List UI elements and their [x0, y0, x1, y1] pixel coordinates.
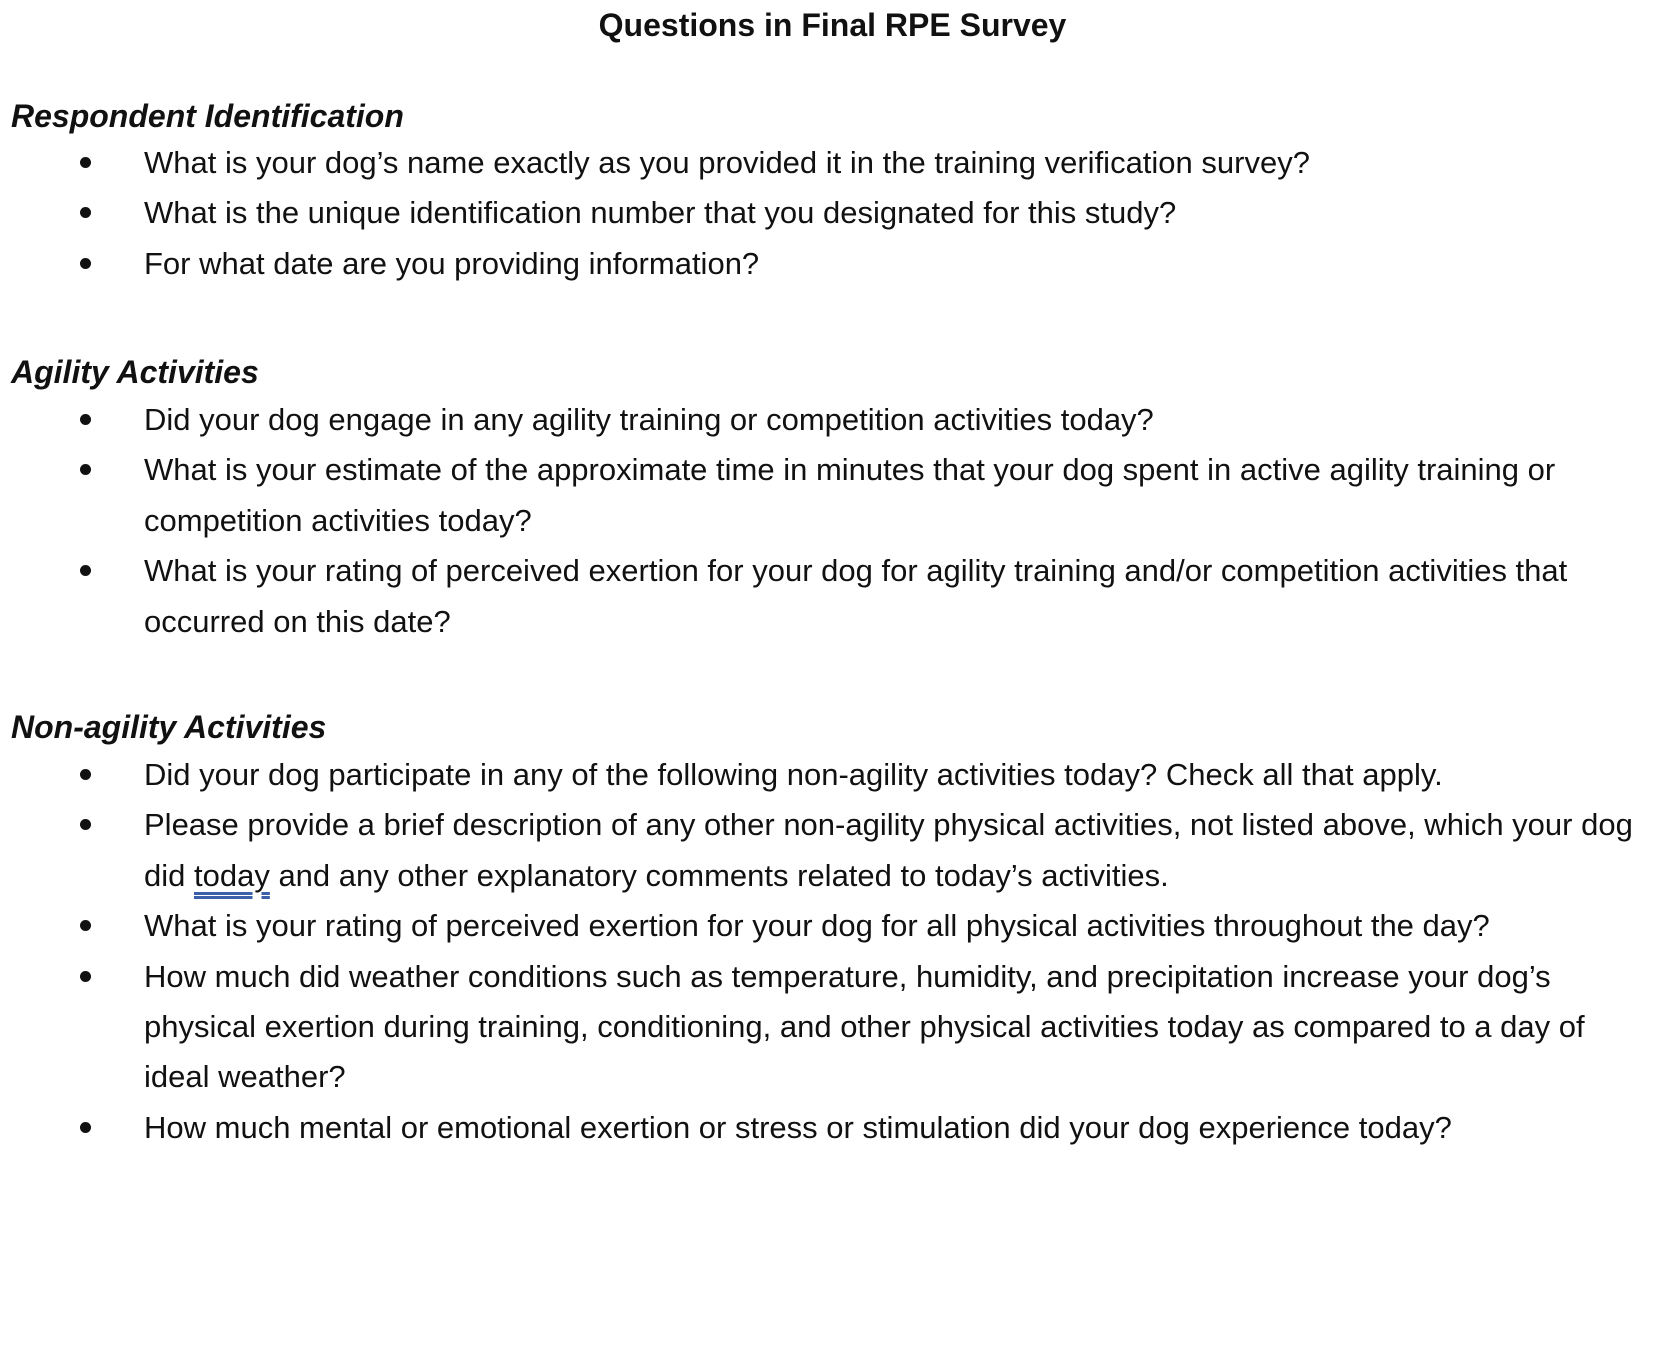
bullet-icon	[80, 819, 91, 830]
question-text-part: and any other explanatory comments related to today’s activities.	[269, 857, 1169, 893]
section-heading-agility-activities: Agility Activities	[11, 354, 259, 390]
question-text: Did your dog participate in any of the following non-agility activities today? Check all that apply.	[144, 757, 1443, 792]
question-text: Did your dog engage in any agility training or competition activities today?	[144, 402, 1154, 437]
list-item	[0, 445, 1665, 546]
question-text: For what date are you providing information?	[144, 245, 760, 281]
list-item	[0, 239, 1665, 289]
bullet-icon	[80, 565, 91, 576]
bullet-icon	[80, 258, 91, 269]
bullet-icon	[80, 414, 91, 425]
question-text: What is your rating of perceived exertion for your dog for agility training and/or competition activities that occurred on this date?	[144, 553, 1568, 639]
list-item	[0, 395, 1665, 445]
section-list-respondent-identification	[0, 138, 1665, 289]
bullet-icon	[80, 920, 91, 931]
section-heading-non-agility-activities: Non-agility Activities	[11, 709, 327, 745]
bullet-icon	[80, 769, 91, 780]
list-item	[0, 138, 1665, 188]
list-item	[0, 750, 1665, 800]
bullet-icon	[80, 207, 91, 218]
document-title: Questions in Final RPE Survey	[598, 7, 1067, 43]
bullet-icon	[80, 464, 91, 475]
bullet-icon	[80, 1122, 91, 1133]
list-item	[0, 1103, 1665, 1153]
list-item	[0, 188, 1665, 238]
spellcheck-marked-word: today	[193, 857, 270, 893]
question-text: What is your dog’s name exactly as you provided it in the training verification survey?	[144, 145, 1310, 180]
list-item	[0, 952, 1665, 1103]
bullet-icon	[80, 971, 91, 982]
list-item	[0, 800, 1665, 901]
list-item	[0, 901, 1665, 951]
question-text: What is your estimate of the approximate time in minutes that your dog spent in active agility training or competition activities today?	[144, 452, 1556, 538]
section-list-agility-activities	[0, 395, 1665, 647]
section-list-non-agility-activities	[0, 750, 1665, 1153]
question-text: What is your rating of perceived exertion for your dog for all physical activities throughout the day?	[144, 908, 1490, 944]
section-heading-respondent-identification: Respondent Identification	[11, 98, 404, 134]
question-text: How much did weather conditions such as temperature, humidity, and precipitation increase your dog’s physical exertion during training, conditioning, and other physical activities today as compared to a day of ideal weather?	[144, 958, 1585, 1095]
question-text-part: Please provide a brief description of any other non-agility physical activities, not listed above, which your dog did	[144, 807, 1633, 893]
question-text: What is the unique identification number that you designated for this study?	[144, 195, 1177, 231]
question-text	[144, 807, 1633, 892]
list-item	[0, 546, 1665, 647]
bullet-icon	[80, 157, 91, 168]
question-text: How much mental or emotional exertion or stress or stimulation did your dog experience today?	[144, 1109, 1452, 1145]
